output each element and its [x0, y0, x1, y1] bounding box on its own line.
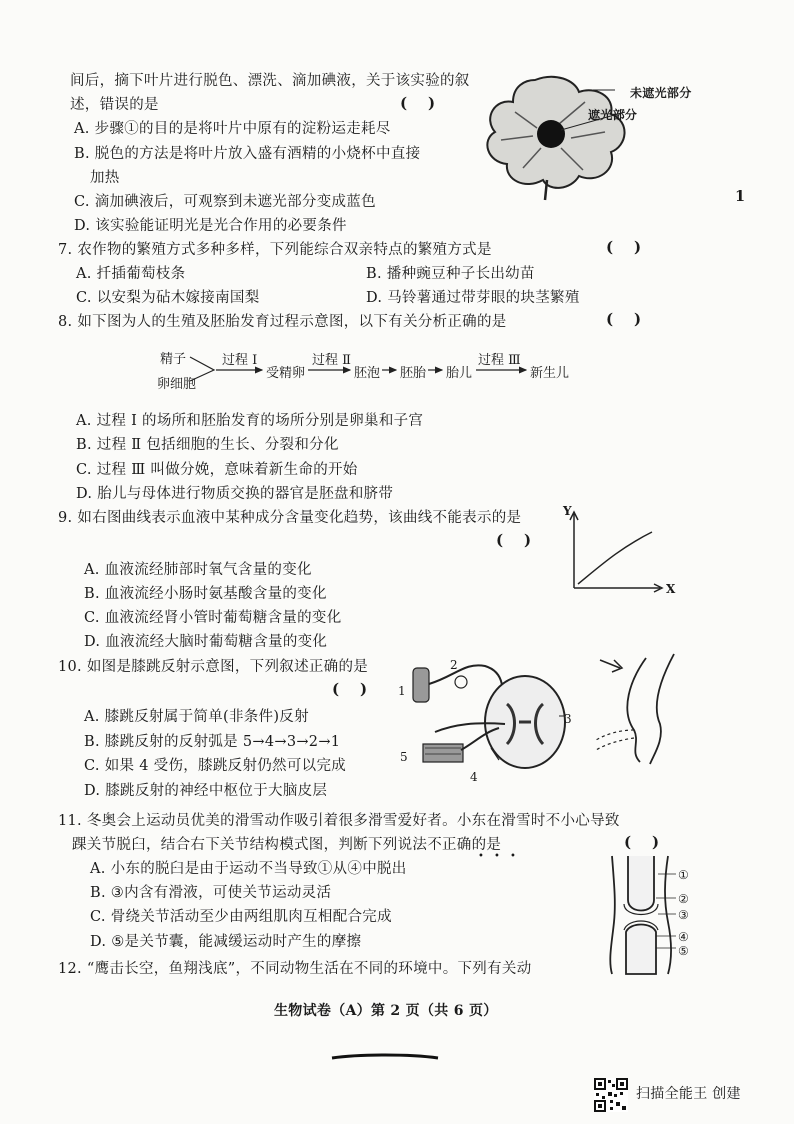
q7-option-b: B. 播种豌豆种子长出幼苗: [366, 266, 535, 282]
margin-mark: 1: [735, 188, 746, 205]
flow-process-2: 过程 Ⅱ: [312, 353, 351, 368]
q7-option-c: C. 以安梨为砧木嫁接南国梨: [76, 290, 260, 306]
q8-option-a: A. 过程 Ⅰ 的场所和胚胎发育的场所分别是卵巢和子宫: [76, 413, 424, 429]
q9-curve-figure: [560, 508, 680, 598]
q9-option-d: D. 血液流经大脑时葡萄糖含量的变化: [84, 634, 328, 650]
joint-label-1: ①: [678, 868, 690, 882]
q9-option-c: C. 血液流经肾小管时葡萄糖含量的变化: [84, 610, 342, 626]
scanner-watermark: 扫描全能王 创建: [636, 1086, 741, 1102]
joint-label-5: ⑤: [678, 944, 690, 958]
leg-sketch-figure: [590, 650, 700, 770]
q7-option-a: A. 扦插葡萄枝条: [76, 266, 186, 282]
flow-process-3: 过程 Ⅲ: [478, 353, 521, 368]
q6-stem-line2: 述，错误的是: [70, 97, 159, 113]
q9-stem: 9. 如右图曲线表示血液中某种成分含量变化趋势，该曲线不能表示的是: [58, 510, 522, 526]
q9-option-b: B. 血液流经小肠时氨基酸含量的变化: [84, 586, 327, 602]
q8-option-c: C. 过程 Ⅲ 叫做分娩，意味着新生命的开始: [76, 462, 358, 478]
flow-process-1: 过程 Ⅰ: [222, 353, 258, 368]
flow-arrows: [0, 0, 794, 400]
q11-stem-line1: 11. 冬奥会上运动员优美的滑雪动作吸引着很多滑雪爱好者。小东在滑雪时不小心导致: [58, 813, 620, 829]
q8-answer-blank[interactable]: ( ): [606, 310, 642, 328]
scan-artifact-line: [330, 1052, 440, 1062]
q6-stem-line1: 间后，摘下叶片进行脱色、漂洗、滴加碘液，关于该实验的叙: [70, 73, 470, 89]
q9-option-a: A. 血液流经肺部时氧气含量的变化: [84, 562, 312, 578]
q11-answer-blank[interactable]: ( ): [624, 833, 660, 851]
leaf-label-unshaded: 未遮光部分: [630, 86, 692, 100]
joint-structure-figure: [598, 852, 690, 977]
q7-answer-blank[interactable]: ( ): [606, 238, 642, 256]
reflex-label-4: 4: [470, 770, 478, 784]
q10-option-a: A. 膝跳反射属于简单(非条件)反射: [84, 709, 309, 725]
q8-option-b: B. 过程 Ⅱ 包括细胞的生长、分裂和分化: [76, 437, 339, 453]
leaf-label-shaded: 遮光部分: [588, 108, 638, 122]
reflex-label-3: 3: [564, 712, 572, 726]
emphasis-dot: •: [494, 851, 500, 862]
emphasis-dot: •: [510, 851, 516, 862]
q11-stem-line2: 踝关节脱臼，结合右下关节结构模式图，判断下列说法不正确的是: [72, 837, 502, 853]
q10-option-b: B. 膝跳反射的反射弧是 5→4→3→2→1: [84, 734, 341, 750]
q10-option-d: D. 膝跳反射的神经中枢位于大脑皮层: [84, 783, 328, 799]
flow-egg: 卵细胞: [157, 377, 197, 392]
reflex-label-5: 5: [400, 750, 408, 764]
reflex-label-1: 1: [398, 684, 406, 698]
q9-axis-x-label: X: [666, 582, 676, 596]
q6-option-c: C. 滴加碘液后，可观察到未遮光部分变成蓝色: [74, 194, 376, 210]
q11-option-c: C. 骨绕关节活动至少由两组肌肉互相配合完成: [90, 909, 392, 925]
q6-option-d: D. 该实验能证明光是光合作用的必要条件: [74, 218, 347, 234]
q12-stem: 12. “鹰击长空，鱼翔浅底”，不同动物生活在不同的环境中。下列有关动: [58, 961, 532, 977]
q11-option-a: A. 小东的脱臼是由于运动不当导致①从④中脱出: [90, 861, 407, 877]
q10-answer-blank[interactable]: ( ): [332, 680, 368, 698]
joint-label-4: ④: [678, 930, 690, 944]
qr-code-icon: [594, 1078, 628, 1112]
joint-label-2: ②: [678, 892, 690, 906]
flow-sperm: 精子: [160, 352, 187, 367]
flow-newborn: 新生儿: [530, 366, 570, 381]
flow-fetus: 胎儿: [446, 366, 473, 381]
q10-option-c: C. 如果 4 受伤，膝跳反射仍然可以完成: [84, 758, 347, 774]
joint-label-3: ③: [678, 908, 690, 922]
q10-stem: 10. 如图是膝跳反射示意图，下列叙述正确的是: [58, 659, 369, 675]
q6-option-a: A. 步骤①的目的是将叶片中原有的淀粉运走耗尽: [74, 121, 391, 137]
q7-option-d: D. 马铃薯通过带芽眼的块茎繁殖: [366, 290, 580, 306]
q11-option-b: B. ③内含有滑液，可使关节运动灵活: [90, 885, 332, 901]
q8-stem: 8. 如下图为人的生殖及胚胎发育过程示意图，以下有关分析正确的是: [58, 314, 507, 330]
flow-blastocyst: 胚泡: [354, 366, 381, 381]
page-footer: 生物试卷（A）第 2 页（共 6 页）: [274, 1003, 498, 1019]
q7-stem: 7. 农作物的繁殖方式多种多样，下列能综合双亲特点的繁殖方式是: [58, 242, 492, 258]
emphasis-dot: •: [478, 851, 484, 862]
q9-axis-y-label: Y: [563, 504, 572, 518]
q6-option-b-line1: B. 脱色的方法是将叶片放入盛有酒精的小烧杯中直接: [74, 146, 421, 162]
flow-zygote: 受精卵: [266, 366, 306, 381]
flow-embryo: 胚胎: [400, 366, 427, 381]
q11-option-d: D. ⑤是关节囊，能减缓运动时产生的摩擦: [90, 934, 362, 950]
q6-option-b-line2: 加热: [90, 170, 120, 186]
q6-answer-blank[interactable]: ( ): [400, 94, 436, 112]
q8-option-d: D. 胎儿与母体进行物质交换的器官是胚盘和脐带: [76, 486, 394, 502]
reflex-label-2: 2: [450, 658, 458, 672]
q9-answer-blank[interactable]: ( ): [496, 531, 532, 549]
